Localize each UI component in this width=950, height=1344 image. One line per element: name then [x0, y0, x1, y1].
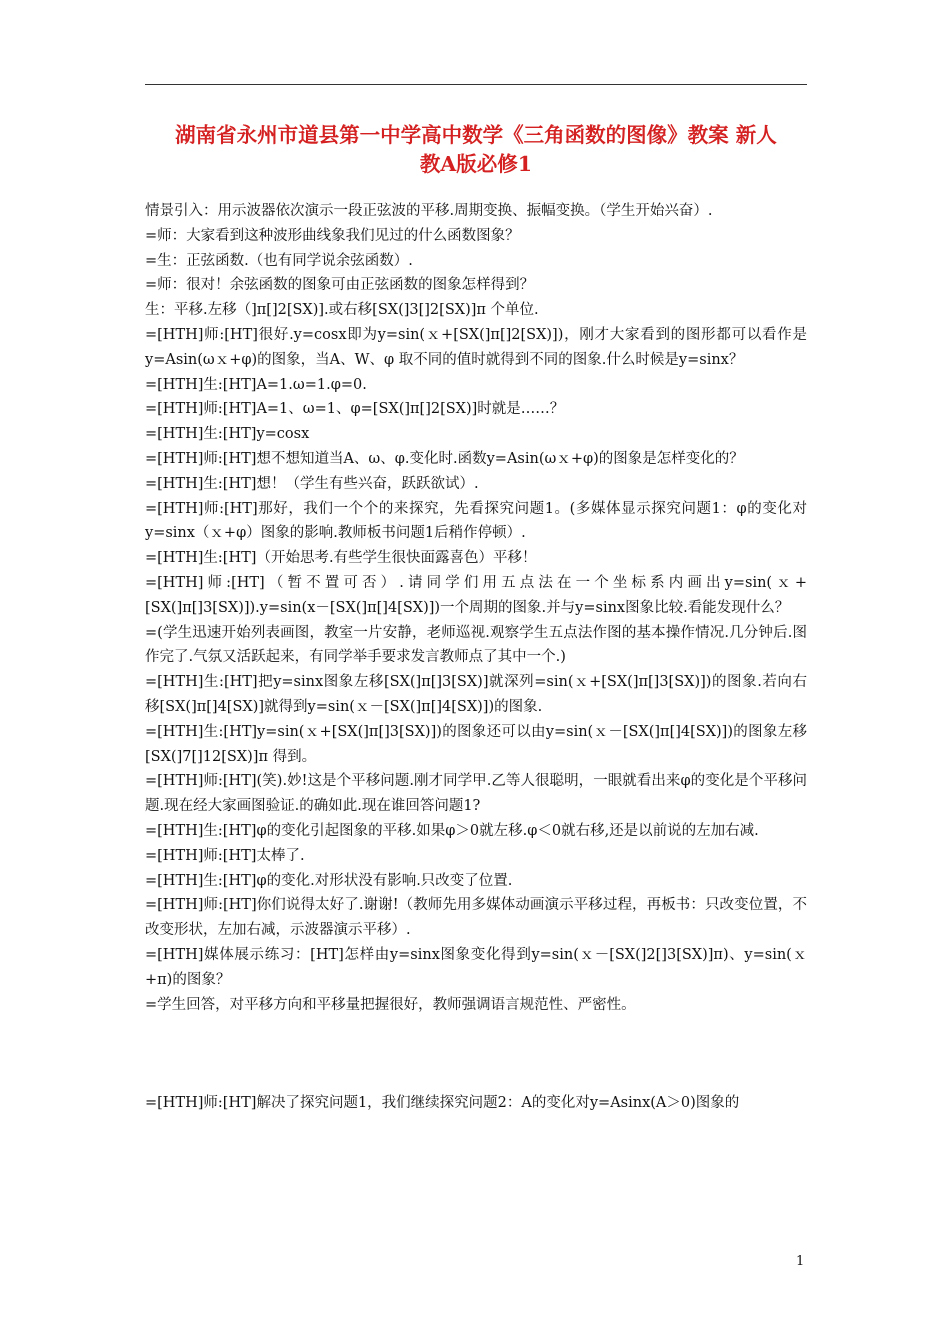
paragraph: =[HTH]生:[HT]y=sin(ｘ+[SX(]π[]3[SX)])的图象还可以由y=sin(ｘ－[SX(]π[]4[SX)])的图象左移[SX(]7[]12[SX)]π 得到。 — [145, 723, 807, 765]
paragraph: =[HTH]师:[HT]想不想知道当A、ω、φ.变化时.函数y=Asin(ωｘ+φ)的图象是怎样变化的？ — [145, 450, 744, 467]
paragraph: =[HTH]生:[HT]y=cosx — [145, 426, 310, 443]
paragraph: =[HTH]师:[HT]很好.y=cosx即为y=sin(ｘ+[SX(]π[]2[SX)])，刚才大家看到的图形都可以看作是y=Asin(ωｘ+φ)的图象，当A、W、φ 取不同的值时就得到不同的图象.什么时候是y=sinx？ — [145, 326, 807, 368]
document-title — [145, 121, 807, 179]
title-line-2: 教A版必修1 — [419, 152, 533, 176]
paragraph: =[HTH]媒体展示练习：[HT]怎样由y=sinx图象变化得到y=sin(ｘ－[SX(]2[]3[SX)]π)、y=sin(ｘ+π)的图象？ — [145, 946, 807, 988]
paragraph: =[HTH]生:[HT]想！（学生有些兴奋，跃跃欲试）. — [145, 475, 479, 492]
paragraph: =[HTH]师:[HT](笑).妙!这是个平移问题.刚才同学甲.乙等人很聪明，一眼就看出来φ的变化是个平移问题.现在经大家画图验证.的确如此.现在谁回答问题1? — [145, 773, 807, 815]
paragraph: =[HTH]师:[HT]你们说得太好了.谢谢!（教师先用多媒体动画演示平移过程，再板书：只改变位置，不改变形状，左加右减，示波器演示平移）. — [145, 897, 807, 939]
paragraph-final: =[HTH]师:[HT]解决了探究问题1，我们继续探究问题2：A的变化对y=Asinx(A＞0)图象的 — [145, 1095, 740, 1112]
title-line-1: 湖南省永州市道县第一中学高中数学《三角函数的图像》教案 新人 — [175, 123, 777, 147]
paragraph: =师：大家看到这种波形曲线象我们见过的什么函数图象？ — [145, 227, 520, 244]
paragraph: =学生回答，对平移方向和平移量把握很好，教师强调语言规范性、严密性。 — [145, 996, 636, 1013]
paragraph: 情景引入：用示波器依次演示一段正弦波的平移.周期变换、振幅变换。（学生开始兴奋）. — [145, 203, 713, 219]
paragraph: =[HTH]师:[HT]太棒了. — [145, 847, 305, 864]
paragraph: =[HTH]生:[HT]A=1.ω=1.φ=0. — [145, 376, 367, 393]
paragraph: =[HTH]生:[HT]φ的变化.对形状没有影响.只改变了位置. — [145, 872, 513, 889]
paragraph: =[HTH]师:[HT]那好，我们一个个的来探究，先看探究问题1。(多媒体显示探究问题1：φ的变化对y=sinx（ｘ+φ）图象的影响.教师板书问题1后稍作停顿）. — [145, 500, 807, 542]
paragraph: =[HTH]师:[HT]A=1、ω=1、φ=[SX(]π[]2[SX)]时就是……？ — [145, 401, 565, 418]
header-rule — [145, 84, 807, 85]
page-number: 1 — [796, 1254, 805, 1269]
paragraph: =[HTH]生:[HT]（开始思考.有些学生很快面露喜色）平移！ — [145, 550, 537, 567]
paragraph: =[HTH]生:[HT]把y=sinx图象左移[SX(]π[]3[SX)]就深列=sin(ｘ+[SX(]π[]3[SX)])的图象.若向右移[SX(]π[]4[SX)]就得到y=sin(ｘ－[SX(]π[]4[SX)])的图象. — [145, 674, 807, 715]
paragraph: =师：很对！余弦函数的图象可由正弦函数的图象怎样得到？ — [145, 277, 535, 294]
document-body — [145, 199, 807, 1116]
paragraph: =[HTH]生:[HT]φ的变化引起图象的平移.如果φ＞0就左移.φ＜0就右移,还是以前说的左加右减. — [145, 822, 759, 839]
paragraph: =(学生迅速开始列表画图，教室一片安静，老师巡视.观察学生五点法作图的基本操作情况.几分钟后.图作完了.气氛又活跃起来，有同学举手要求发言教师点了其中一个.) — [145, 624, 807, 666]
paragraph: =[HTH]师:[HT]（暂不置可否）.请同学们用五点法在一个坐标系内画出y=sin(ｘ+[SX(]π[]3[SX)]).y=sin(x－[SX(]π[]4[SX)])一个周期的图象.并与y=sinx图象比较.看能发现什么？ — [145, 574, 807, 616]
paragraph: =生：正弦函数.（也有同学说余弦函数）. — [145, 252, 413, 269]
blank-gap — [145, 1017, 807, 1091]
paragraph: 生：平移.左移（]π[]2[SX)].或右移[SX(]3[]2[SX)]π 个单位. — [145, 302, 539, 319]
